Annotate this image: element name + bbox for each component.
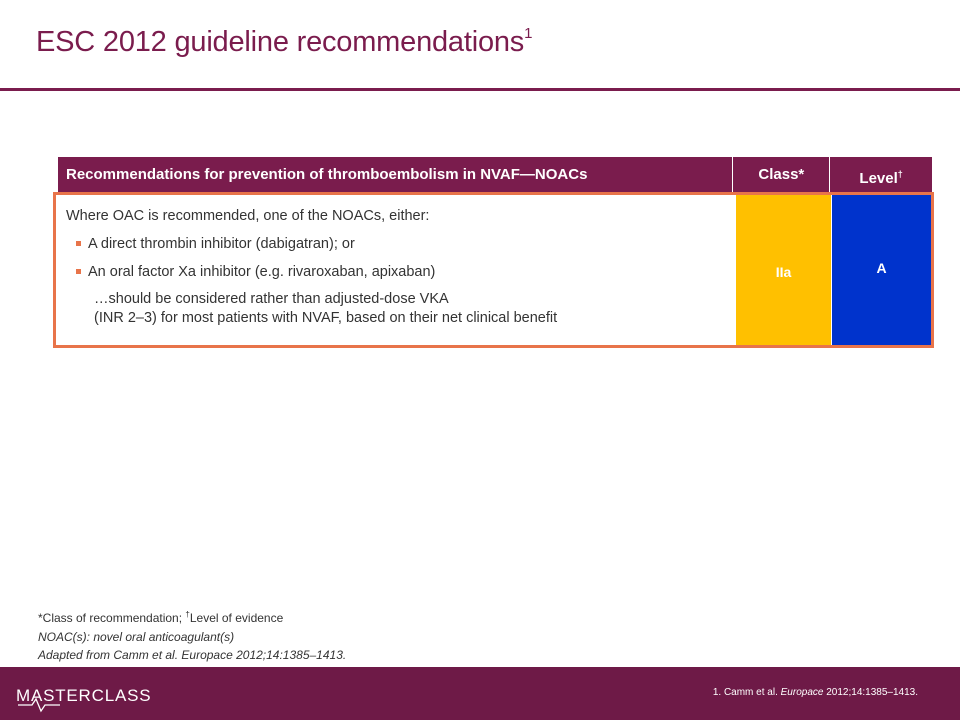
title-divider [0, 88, 960, 91]
footer-reference [713, 687, 918, 698]
level-value-cell: A [831, 195, 931, 345]
header-level [829, 157, 932, 192]
header-class: Class* [732, 157, 829, 192]
recommendation-conclusion [66, 290, 735, 328]
recommendation-text [56, 195, 735, 345]
recommendation-intro: Where OAC is recommended, one of the NOACs, either: [66, 208, 430, 224]
bullet-text: An oral factor Xa inhibitor (e.g. rivaroxaban, apixaban) [88, 264, 436, 280]
footnote-dagger: † [185, 610, 190, 619]
recommendation-row [53, 192, 934, 348]
table-header [58, 157, 932, 192]
class-value-cell: IIa [735, 195, 831, 345]
masterclass-logo [14, 674, 154, 714]
footnote-source: Adapted from Camm et al. Europace 2012;14:1385–1413. [38, 648, 347, 662]
footnotes [38, 606, 346, 665]
header-level-label: Level [859, 170, 898, 187]
reference-journal: Europace [780, 687, 824, 698]
page-title [36, 26, 532, 59]
bullet-square-icon [76, 269, 81, 274]
footnote-class-text: *Class of recommendation; [38, 611, 186, 625]
page-title-text: ESC 2012 guideline recommendations [36, 26, 525, 58]
bullet-item [66, 236, 735, 253]
footnote-class-level [38, 606, 346, 628]
bullet-item [66, 264, 735, 281]
bullet-text: A direct thrombin inhibitor (dabigatran); or [88, 236, 355, 252]
conclusion-line: (INR 2–3) for most patients with NVAF, based on their net clinical benefit [94, 310, 558, 326]
title-footnote-mark: 1 [524, 25, 533, 43]
conclusion-line: …should be considered rather than adjusted-dose VKA [94, 291, 449, 307]
reference-citation: 2012;14:1385–1413. [823, 687, 918, 698]
header-level-mark: † [897, 169, 903, 179]
footnote-noac: NOAC(s): novel oral anticoagulant(s) [38, 629, 235, 644]
bullet-square-icon [76, 241, 81, 246]
reference-authors: 1. Camm et al. [712, 687, 781, 698]
logo-text: MASTERCLASS [16, 686, 152, 705]
footnote-level-text: Level of evidence [189, 611, 284, 625]
header-recommendations: Recommendations for prevention of thromboembolism in NVAF—NOACs [66, 166, 588, 183]
